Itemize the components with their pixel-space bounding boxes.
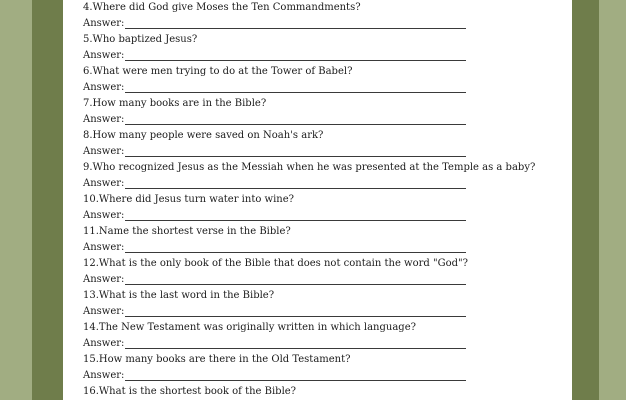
right-inner-border: [572, 0, 599, 400]
question-text: 15.How many books are there in the Old Testament?: [83, 354, 351, 365]
answer-blank[interactable]: [125, 60, 466, 61]
worksheet-page: [63, 0, 572, 400]
answer-label: Answer:: [83, 82, 125, 93]
question-item: [83, 96, 572, 128]
question-text: 8.How many people were saved on Noah's ark?: [83, 130, 324, 141]
answer-blank[interactable]: [125, 316, 466, 317]
question-text: 9.Who recognized Jesus as the Messiah when he was presented at the Temple as a baby?: [83, 162, 536, 173]
answer-blank[interactable]: [125, 220, 466, 221]
question-text: 6.What were men trying to do at the Tower of Babel?: [83, 66, 353, 77]
question-item: [83, 192, 572, 224]
question-text: 16.What is the shortest book of the Bible?: [83, 386, 297, 397]
answer-label: Answer:: [83, 338, 125, 349]
answer-blank[interactable]: [125, 28, 466, 29]
answer-label: Answer:: [83, 370, 125, 381]
question-text: 13.What is the last word in the Bible?: [83, 290, 275, 301]
question-item: [83, 128, 572, 160]
answer-row: [83, 144, 572, 160]
right-outer-border: [599, 0, 626, 400]
answer-label: Answer:: [83, 50, 125, 61]
question-text: 12.What is the only book of the Bible that does not contain the word "God"?: [83, 258, 468, 269]
answer-label: Answer:: [83, 274, 125, 285]
question-text: 11.Name the shortest verse in the Bible?: [83, 226, 291, 237]
question-item: [83, 32, 572, 64]
answer-blank[interactable]: [125, 156, 466, 157]
question-text: 14.The New Testament was originally written in which language?: [83, 322, 416, 333]
question-text: 7.How many books are in the Bible?: [83, 98, 267, 109]
question-item: [83, 384, 572, 400]
question-item: [83, 224, 572, 256]
answer-label: Answer:: [83, 306, 125, 317]
answer-row: [83, 240, 572, 256]
question-text: 10.Where did Jesus turn water into wine?: [83, 194, 295, 205]
question-item: [83, 256, 572, 288]
answer-row: [83, 304, 572, 320]
answer-row: [83, 80, 572, 96]
question-list: [83, 0, 572, 400]
answer-blank[interactable]: [125, 92, 466, 93]
question-item: [83, 0, 572, 32]
question-item: [83, 352, 572, 384]
answer-blank[interactable]: [125, 284, 466, 285]
left-inner-border: [32, 0, 63, 400]
answer-label: Answer:: [83, 146, 125, 157]
question-item: [83, 320, 572, 352]
answer-label: Answer:: [83, 18, 125, 29]
answer-row: [83, 368, 572, 384]
left-outer-border: [0, 0, 32, 400]
answer-row: [83, 272, 572, 288]
answer-row: [83, 208, 572, 224]
answer-row: [83, 112, 572, 128]
answer-blank[interactable]: [125, 348, 466, 349]
answer-blank[interactable]: [125, 252, 466, 253]
question-item: [83, 288, 572, 320]
answer-blank[interactable]: [125, 188, 466, 189]
answer-row: [83, 336, 572, 352]
answer-row: [83, 176, 572, 192]
question-text: 5.Who baptized Jesus?: [83, 34, 198, 45]
answer-label: Answer:: [83, 178, 125, 189]
answer-label: Answer:: [83, 210, 125, 221]
question-item: [83, 160, 572, 192]
question-text: 4.Where did God give Moses the Ten Commandments?: [83, 2, 361, 13]
answer-blank[interactable]: [125, 124, 466, 125]
answer-row: [83, 16, 572, 32]
answer-row: [83, 48, 572, 64]
answer-label: Answer:: [83, 242, 125, 253]
answer-blank[interactable]: [125, 380, 466, 381]
question-item: [83, 64, 572, 96]
answer-label: Answer:: [83, 114, 125, 125]
